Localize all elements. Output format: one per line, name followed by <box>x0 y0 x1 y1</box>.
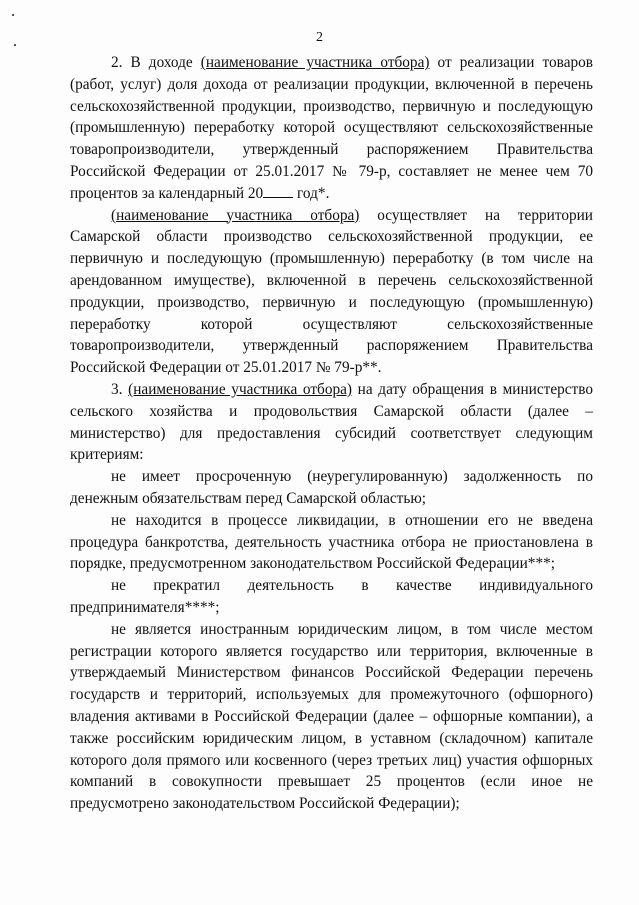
participant-name-placeholder: (наименование участника отбора) <box>200 54 430 71</box>
page-number: 2 <box>316 30 323 45</box>
document-body <box>70 52 593 815</box>
participant-name-placeholder: (наименование участника отбора) <box>128 380 353 398</box>
paragraph-number: 2. В доходе <box>111 54 201 71</box>
paragraph-number: 3. <box>111 380 129 398</box>
paragraph-text: от реализации товаров (работ, услуг) доля дохода от реализации продукции, включенной в перечень сельскохозяйственной продукции, производство, первичную и последующую (промышленную) переработку которой осуществляют сельскохозяйственные товаропроизводители, утвержденный распоряжением Правительства Российской Федерации от 25.01.2017 № 79-р, составляет не менее чем 70 процентов за календарный 20 <box>70 54 593 202</box>
paragraph-3 <box>70 379 593 466</box>
paragraph-text: осуществляет на территории Самарской области производство сельскохозяйственной продукции, ее первичную и последующую (промышленную) переработку (в том числе на арендованном имуществе), включенной в перечень сельскохозяйственной продукции, производство, первичную и последующую (промышленную) переработку которой осуществляют сельскохозяйственные товаропроизводители, утвержденный распоряжением Правительства Российской Федерации от 25.01.2017 № 79-р**. <box>70 206 593 377</box>
participant-name-placeholder: (наименование участника отбора) <box>111 206 360 224</box>
paragraph-2 <box>70 52 593 205</box>
criterion-no-liquidation: не находится в процессе ликвидации, в отношении его не введена процедура банкротства, деятельность участника отбора не приостановлена в порядке, предусмотренном законодательством Российской Федерации***; <box>70 511 593 573</box>
criterion-no-debt: не имеет просроченную (неурегулированную) задолженность по денежным обязательствам перед Самарской областью; <box>70 468 593 507</box>
year-blank <box>263 185 293 198</box>
criterion-not-offshore: не является иностранным юридическим лицом, в том числе местом регистрации которого является государство или территория, включенные в утверждаемый Министерством финансов Российской Федерации перечень государств и территорий, используемых для промежуточного (офшорного) владения активами в Российской Федерации (далее – офшорные компании), а также российским юридическим лицом, в уставном (складочном) капитале которого доля прямого или косвенного (через третьих лиц) участия офшорных компаний в совокупности превышает 25 процентов (если иное не предусмотрено законодательством Российской Федерации); <box>70 620 593 813</box>
paragraph-text: на дату обращения в министерство сельского хозяйства и продовольствия Самарской области (далее – министерство) для предоставления субсидий соответствует следующим критериям: <box>70 380 593 464</box>
scan-speck <box>12 14 14 16</box>
paragraph-text: год*. <box>293 184 330 202</box>
criterion-active-entrepreneur: не прекратил деятельность в качестве индивидуального предпринимателя****; <box>70 577 593 616</box>
paragraph-2-territory <box>70 205 593 379</box>
